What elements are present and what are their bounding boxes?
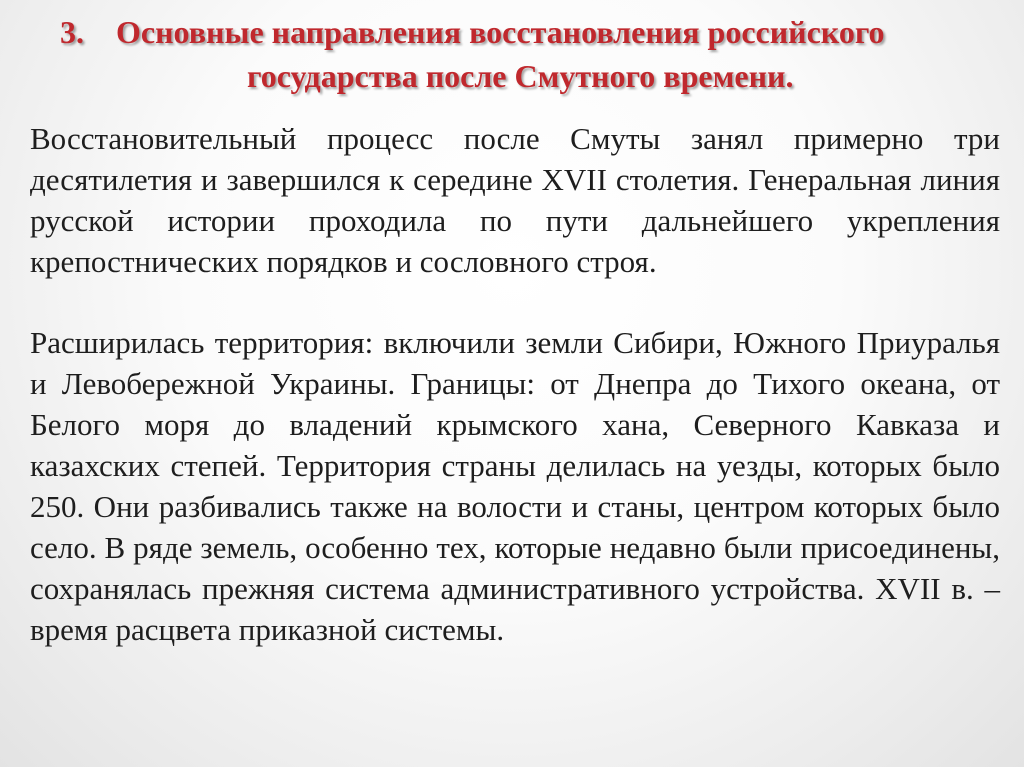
paragraph-restoration-process: Восстановительный процесс после Смуты занял примерно три десятилетия и завершился к середине XVII столетия. Генеральная линия русской истории проходила по пути дальнейшего укрепления крепостнических порядков и сословного строя. [30, 121, 1000, 279]
paragraph-territory: Расширилась территория: включили земли Сибири, Южного Приуралья и Левобережной Украины. Границы: от Днепра до Тихого океана, от Белого моря до владений крымского хана, Северного Кавказа и казахских степей. Территория страны делилась на уезды, которых было 250. Они разбивались также на волости и станы, центром которых было село. В ряде земель, особенно тех, которые недавно были присоединены, сохранялась прежняя система административного устройства. XVII в. – время расцвета приказной системы. [30, 325, 1000, 647]
title-number: 3. [60, 14, 84, 50]
slide-title [60, 10, 1000, 98]
title-text-line-1: Основные направления восстановления российского [116, 14, 885, 50]
title-line-1 [60, 10, 1000, 54]
title-text-line-2: государства после Смутного времени. [247, 58, 794, 94]
